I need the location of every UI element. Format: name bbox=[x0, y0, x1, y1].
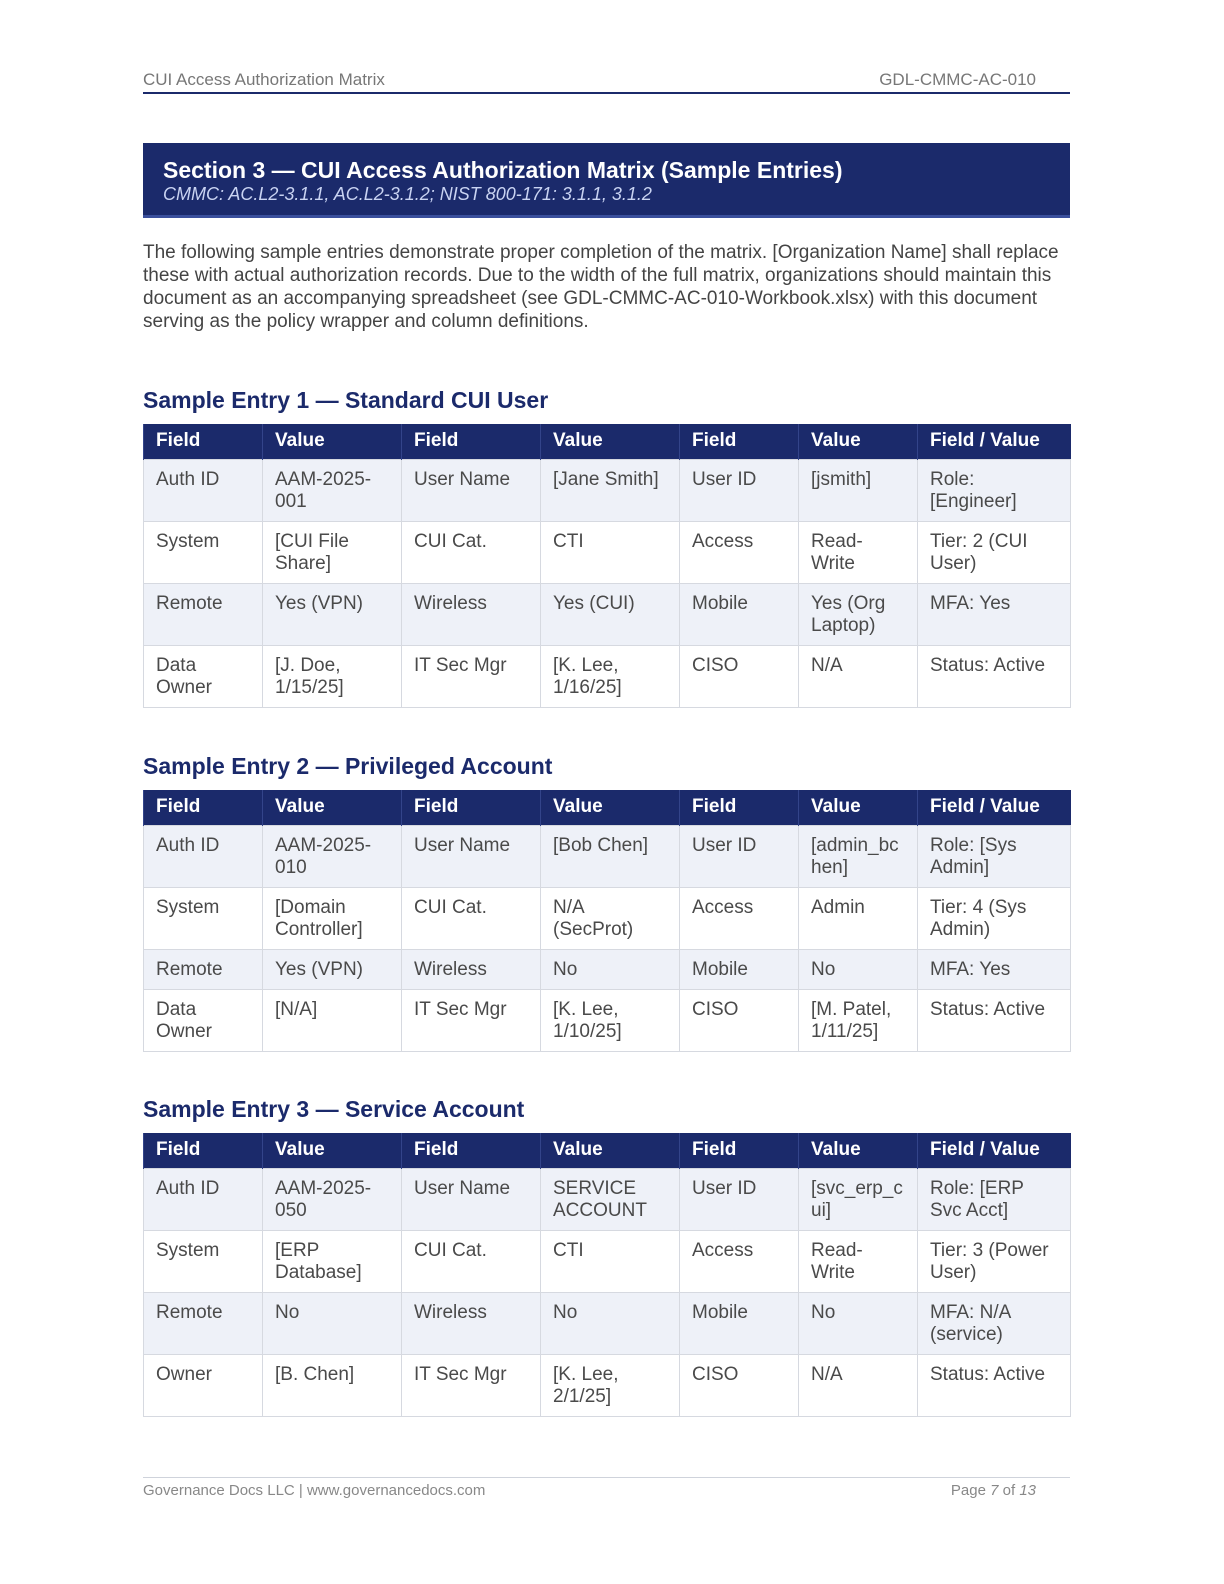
table-cell: [CUI File Share] bbox=[263, 521, 402, 583]
table-cell: [Jane Smith] bbox=[541, 459, 680, 521]
column-header: Value bbox=[541, 1133, 680, 1168]
table-cell: Data Owner bbox=[144, 645, 263, 707]
table-cell: CISO bbox=[680, 989, 799, 1051]
table-row bbox=[144, 645, 1071, 707]
table-cell: Mobile bbox=[680, 1292, 799, 1354]
table-cell: Owner bbox=[144, 1354, 263, 1416]
column-header: Value bbox=[541, 790, 680, 825]
header-doc-id: GDL-CMMC-AC-010 bbox=[879, 70, 1036, 89]
table-cell: IT Sec Mgr bbox=[402, 989, 541, 1051]
column-header: Field bbox=[144, 790, 263, 825]
table-row bbox=[144, 459, 1071, 521]
table-cell: No bbox=[541, 1292, 680, 1354]
table-row bbox=[144, 989, 1071, 1051]
table-cell: Yes (VPN) bbox=[263, 583, 402, 645]
table-cell: Role: [Engineer] bbox=[918, 459, 1071, 521]
entry-3-table bbox=[143, 1133, 1071, 1417]
table-cell: [ERP Database] bbox=[263, 1230, 402, 1292]
table-row bbox=[144, 1354, 1071, 1416]
table-header-row bbox=[144, 1133, 1071, 1168]
table-cell: Yes (Org Laptop) bbox=[799, 583, 918, 645]
page-current: 7 bbox=[990, 1482, 999, 1499]
table-cell: [Bob Chen] bbox=[541, 825, 680, 887]
table-cell: Tier: 2 (CUI User) bbox=[918, 521, 1071, 583]
column-header: Value bbox=[541, 424, 680, 459]
table-cell: System bbox=[144, 521, 263, 583]
table-cell: CUI Cat. bbox=[402, 887, 541, 949]
column-header: Field bbox=[680, 790, 799, 825]
table-cell: Read-Write bbox=[799, 521, 918, 583]
table-cell: Role: [Sys Admin] bbox=[918, 825, 1071, 887]
table-row bbox=[144, 949, 1071, 989]
entry-3-heading: Sample Entry 3 — Service Account bbox=[143, 1096, 525, 1122]
page-header bbox=[143, 70, 1070, 94]
table-row bbox=[144, 825, 1071, 887]
table-cell: CUI Cat. bbox=[402, 521, 541, 583]
table-cell: Data Owner bbox=[144, 989, 263, 1051]
table-cell: Auth ID bbox=[144, 459, 263, 521]
column-header: Field bbox=[144, 424, 263, 459]
table-cell: Mobile bbox=[680, 583, 799, 645]
table-cell: Tier: 3 (Power User) bbox=[918, 1230, 1071, 1292]
table-cell: [admin_bchen] bbox=[799, 825, 918, 887]
column-header: Value bbox=[263, 424, 402, 459]
table-row bbox=[144, 583, 1071, 645]
column-header: Value bbox=[799, 790, 918, 825]
table-cell: MFA: Yes bbox=[918, 583, 1071, 645]
table-cell: CISO bbox=[680, 1354, 799, 1416]
table-cell: No bbox=[799, 949, 918, 989]
section-subtitle: CMMC: AC.L2-3.1.1, AC.L2-3.1.2; NIST 800-171: 3.1.1, 3.1.2 bbox=[163, 184, 652, 204]
page-prefix: Page bbox=[950, 1482, 991, 1499]
table-cell: Wireless bbox=[402, 949, 541, 989]
table-cell: Mobile bbox=[680, 949, 799, 989]
section-banner bbox=[143, 143, 1070, 218]
table-cell: Access bbox=[680, 1230, 799, 1292]
table-cell: [M. Patel, 1/11/25] bbox=[799, 989, 918, 1051]
table-cell: Read-Write bbox=[799, 1230, 918, 1292]
table-cell: Yes (CUI) bbox=[541, 583, 680, 645]
page-of: of bbox=[998, 1482, 1020, 1499]
table-row bbox=[144, 1230, 1071, 1292]
table-cell: Remote bbox=[144, 1292, 263, 1354]
section-title: Section 3 — CUI Access Authorization Matrix (Sample Entries) bbox=[163, 157, 843, 183]
table-cell: CISO bbox=[680, 645, 799, 707]
table-cell: AAM-2025-010 bbox=[263, 825, 402, 887]
table-cell: Status: Active bbox=[918, 645, 1071, 707]
column-header: Field / Value bbox=[918, 1133, 1071, 1168]
table-cell: Status: Active bbox=[918, 989, 1071, 1051]
column-header: Field / Value bbox=[918, 424, 1071, 459]
table-cell: Remote bbox=[144, 949, 263, 989]
column-header: Value bbox=[799, 424, 918, 459]
table-cell: System bbox=[144, 887, 263, 949]
table-cell: Access bbox=[680, 521, 799, 583]
table-cell: CTI bbox=[541, 1230, 680, 1292]
column-header: Field bbox=[144, 1133, 263, 1168]
table-cell: [K. Lee, 2/1/25] bbox=[541, 1354, 680, 1416]
table-cell: N/A bbox=[799, 645, 918, 707]
table-cell: System bbox=[144, 1230, 263, 1292]
entry-2-heading: Sample Entry 2 — Privileged Account bbox=[143, 753, 553, 779]
table-row bbox=[144, 521, 1071, 583]
column-header: Field bbox=[402, 790, 541, 825]
table-cell: [Domain Controller] bbox=[263, 887, 402, 949]
table-cell: N/A (SecProt) bbox=[541, 887, 680, 949]
table-cell: User ID bbox=[680, 1168, 799, 1230]
column-header: Field / Value bbox=[918, 790, 1071, 825]
table-cell: MFA: Yes bbox=[918, 949, 1071, 989]
table-cell: User ID bbox=[680, 459, 799, 521]
table-cell: Auth ID bbox=[144, 825, 263, 887]
table-cell: User Name bbox=[402, 825, 541, 887]
table-cell: Wireless bbox=[402, 1292, 541, 1354]
table-cell: Status: Active bbox=[918, 1354, 1071, 1416]
column-header: Value bbox=[263, 790, 402, 825]
table-cell: Access bbox=[680, 887, 799, 949]
table-row bbox=[144, 887, 1071, 949]
intro-paragraph: The following sample entries demonstrate proper completion of the matrix. [Organization Name] shall replace these with actual authorization records. Due to the width of the full matrix, organizations should maintain this document as an accompanying spreadsheet (see GDL-CMMC-AC-010-Workbook.xlsx) with this document serving as the policy wrapper and column definitions. bbox=[143, 242, 1059, 332]
table-cell: N/A bbox=[799, 1354, 918, 1416]
table-cell: User Name bbox=[402, 1168, 541, 1230]
table-cell: [jsmith] bbox=[799, 459, 918, 521]
column-header: Field bbox=[680, 1133, 799, 1168]
entry-1-table bbox=[143, 424, 1071, 708]
table-cell: SERVICE ACCOUNT bbox=[541, 1168, 680, 1230]
table-cell: AAM-2025-050 bbox=[263, 1168, 402, 1230]
table-cell: [B. Chen] bbox=[263, 1354, 402, 1416]
table-cell: CTI bbox=[541, 521, 680, 583]
table-header-row bbox=[144, 424, 1071, 459]
table-cell: IT Sec Mgr bbox=[402, 1354, 541, 1416]
table-cell: Yes (VPN) bbox=[263, 949, 402, 989]
table-cell: AAM-2025-001 bbox=[263, 459, 402, 521]
table-cell: [J. Doe, 1/15/25] bbox=[263, 645, 402, 707]
table-cell: No bbox=[799, 1292, 918, 1354]
column-header: Value bbox=[263, 1133, 402, 1168]
column-header: Field bbox=[402, 1133, 541, 1168]
entry-2-table bbox=[143, 790, 1071, 1052]
table-cell: User ID bbox=[680, 825, 799, 887]
table-cell: [N/A] bbox=[263, 989, 402, 1051]
table-cell: No bbox=[541, 949, 680, 989]
table-cell: [K. Lee, 1/10/25] bbox=[541, 989, 680, 1051]
table-row bbox=[144, 1168, 1071, 1230]
table-cell: CUI Cat. bbox=[402, 1230, 541, 1292]
column-header: Field bbox=[680, 424, 799, 459]
entry-1-heading: Sample Entry 1 — Standard CUI User bbox=[143, 387, 549, 413]
table-row bbox=[144, 1292, 1071, 1354]
table-cell: No bbox=[263, 1292, 402, 1354]
page-number bbox=[951, 1482, 1036, 1499]
table-cell: Admin bbox=[799, 887, 918, 949]
footer-company: Governance Docs LLC | www.governancedocs.com bbox=[143, 1482, 486, 1499]
column-header: Value bbox=[799, 1133, 918, 1168]
table-header-row bbox=[144, 790, 1071, 825]
header-doc-title: CUI Access Authorization Matrix bbox=[143, 70, 385, 89]
table-cell: User Name bbox=[402, 459, 541, 521]
table-cell: IT Sec Mgr bbox=[402, 645, 541, 707]
table-cell: [svc_erp_cui] bbox=[799, 1168, 918, 1230]
table-cell: Wireless bbox=[402, 583, 541, 645]
page-footer bbox=[143, 1477, 1070, 1507]
page-total: 13 bbox=[1019, 1482, 1036, 1499]
table-cell: Remote bbox=[144, 583, 263, 645]
table-cell: MFA: N/A (service) bbox=[918, 1292, 1071, 1354]
table-cell: Role: [ERP Svc Acct] bbox=[918, 1168, 1071, 1230]
table-cell: Tier: 4 (Sys Admin) bbox=[918, 887, 1071, 949]
table-cell: Auth ID bbox=[144, 1168, 263, 1230]
table-cell: [K. Lee, 1/16/25] bbox=[541, 645, 680, 707]
column-header: Field bbox=[402, 424, 541, 459]
